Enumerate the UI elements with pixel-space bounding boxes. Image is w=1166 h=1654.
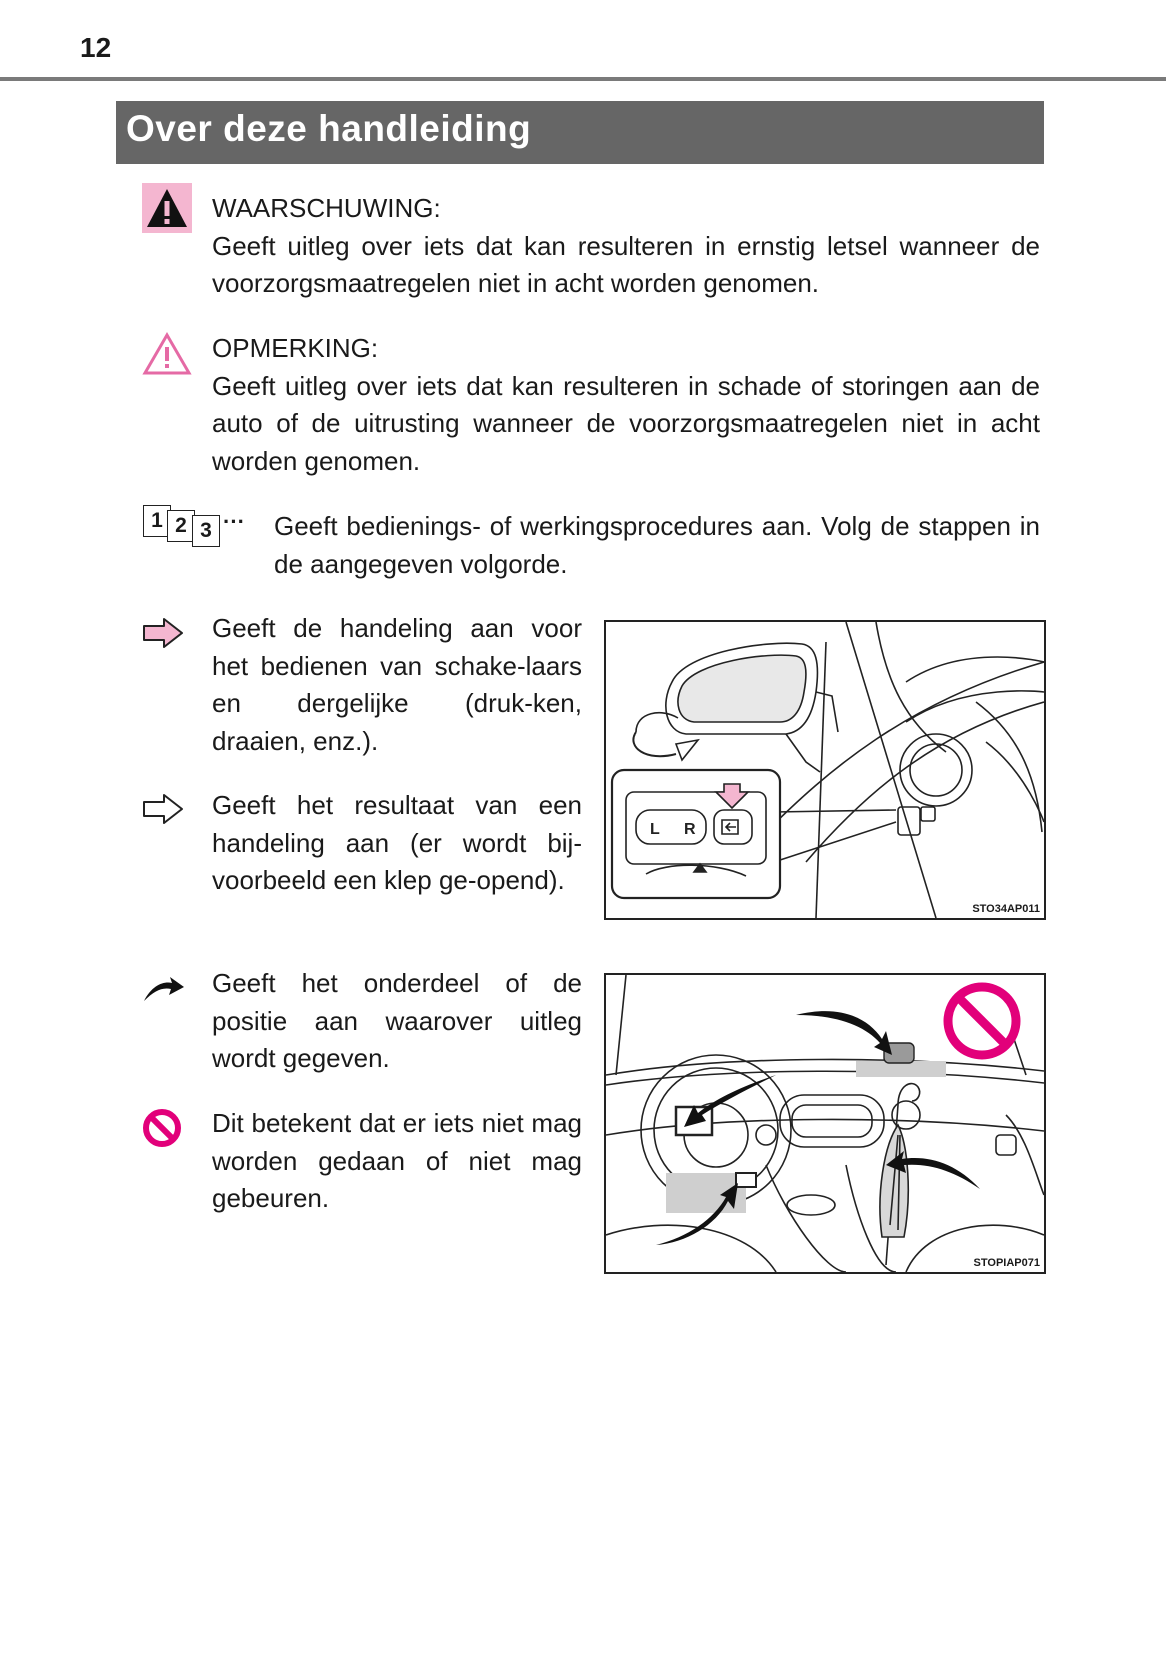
warning-heading: WAARSCHUWING: [212, 193, 441, 223]
figure-dashboard-illustration [606, 975, 1044, 1272]
notice-text: Geeft uitleg over iets dat kan resulteren in schade of storingen aan de auto of de uitrusting wanneer de voorzorgsmaatregelen niet in acht worden genomen. [212, 370, 1040, 476]
step-dots: ··· [223, 509, 245, 534]
result-text: Geeft het resultaat van een handeling aan (er wordt bij-voorbeeld een klep ge-opend). [212, 790, 582, 895]
pink-arrow-icon [142, 617, 184, 654]
step-number-1: 1 [143, 505, 171, 537]
figure-code-1: STO34AP011 [972, 903, 1040, 915]
caution-icon [142, 332, 192, 381]
switch-label-left: L [650, 821, 660, 838]
warning-text: Geeft uitleg over iets dat kan resulteren in ernstig letsel wanneer de voorzorgsmaatregelen niet in acht worden genomen. [212, 230, 1040, 298]
switch-label-right: R [684, 821, 696, 838]
warning-icon [142, 183, 192, 238]
notice-heading: OPMERKING: [212, 333, 379, 363]
step-number-3: 3 [192, 515, 220, 547]
outline-arrow-icon [142, 793, 184, 830]
step-numbers-icon [143, 505, 259, 545]
figure-mirror-switch-illustration [606, 622, 1044, 918]
section-title-bar [116, 101, 1044, 164]
prohibited-text: Dit betekent dat er iets niet mag worden gedaan of niet mag gebeuren. [212, 1108, 582, 1213]
header-rule [0, 77, 1166, 81]
page-number: 12 [80, 32, 112, 63]
steps-text: Geeft bedienings- of werkingsprocedures aan. Volg de stappen in de aangegeven volgorde. [274, 511, 1040, 579]
figure-dashboard-prohibited [604, 973, 1046, 1274]
figure-code-2: STOPIAP071 [973, 1257, 1040, 1269]
prohibition-icon [142, 1108, 182, 1153]
step-number-2: 2 [167, 510, 195, 542]
component-text: Geeft het onderdeel of de positie aan waarover uitleg wordt gegeven. [212, 968, 582, 1073]
operation-text: Geeft de handeling aan voor het bedienen van schake-laars en dergelijke (druk-ken, draaien, enz.). [212, 613, 582, 756]
curved-pointer-arrow-icon [142, 975, 186, 1010]
figure-mirror-switch [604, 620, 1046, 920]
section-title: Over deze handleiding [126, 108, 532, 149]
